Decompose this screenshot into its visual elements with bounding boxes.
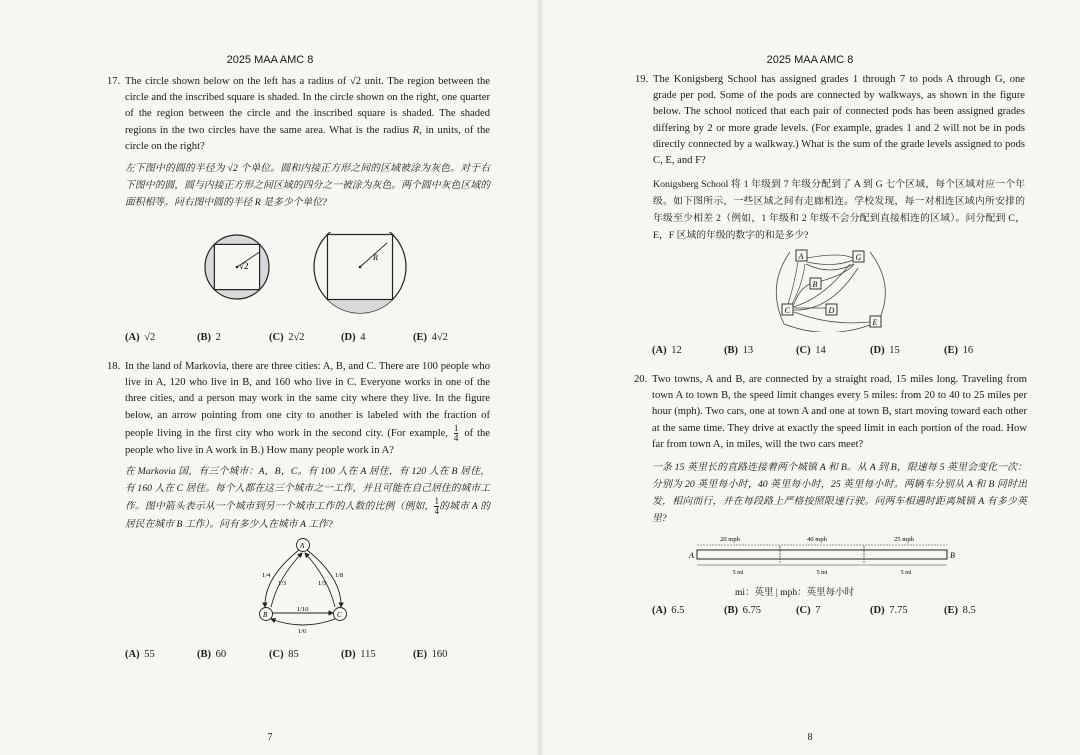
question-number: 17. <box>107 76 121 87</box>
segment-label: 5 mi <box>732 570 744 576</box>
right-radius-label: R <box>373 253 378 262</box>
page-number: 8 <box>807 732 813 743</box>
question-number: 19. <box>635 74 649 85</box>
pod-e: E <box>872 318 878 327</box>
q17-var-r: R <box>412 124 420 136</box>
pod-b: B <box>812 280 818 289</box>
town-b: B <box>950 551 955 560</box>
question-19 <box>635 72 1025 169</box>
question-number: 18. <box>107 361 121 372</box>
choice-e[interactable]: (E) 8.5 <box>944 605 976 616</box>
edge-label: 1/5 <box>318 580 327 587</box>
question-number: 20. <box>634 374 648 385</box>
page-header: 2025 MAA AMC 8 <box>226 54 314 66</box>
question-17 <box>107 74 490 155</box>
choice-a[interactable]: (A) 12 <box>652 345 682 356</box>
q19-figure <box>770 246 900 332</box>
choice-a[interactable]: (A) 6.5 <box>652 605 685 616</box>
choice-d[interactable]: (D) 15 <box>870 345 900 356</box>
q17-figure <box>195 232 415 332</box>
q17-sqrt: √2 <box>349 76 362 87</box>
choice-b[interactable]: (B) 13 <box>724 345 754 356</box>
pod-c: C <box>784 306 790 315</box>
town-a: A <box>689 551 694 560</box>
q17-text: The circle shown below on the left has a radius of <box>125 76 350 87</box>
question-19-chinese: Konigsberg School 将 1 年级到 7 年级分配到了 A 到 G 七个区域，每个区域对应一个年级。如下图所示，一些区域之间有走廊相连。学校发现，每一对相连区域内所安排的年级至少相差 2（例如，1 年级和 2 年级不会分配到直接相连的区域）。问分配到 C，E，F 区域的年级的数字的和是多少? <box>653 179 1025 241</box>
choice-c[interactable]: (C) 2√2 <box>269 332 305 343</box>
segment-label: 5 mi <box>900 570 912 576</box>
pod-g: G <box>855 253 862 262</box>
page-header: 2025 MAA AMC 8 <box>766 54 854 66</box>
node-b: B <box>263 611 268 619</box>
choice-e[interactable]: (E) 4√2 <box>413 332 448 343</box>
pod-d: D <box>828 306 835 315</box>
page-8 <box>540 0 1080 755</box>
q18-text: In the land of Markovia, there are three cities: A, B, and C. There are 100 people who live in A, 120 who live in B, and 160 who live in C. Everyone works in one of the three cities, and a person may work in the same city where they live. In the figure below, an arrow pointing from one city to another is labeled with the fraction of people living in the first city who work in the second city. (For example, <box>125 361 490 439</box>
choice-c[interactable]: (C) 14 <box>796 345 826 356</box>
choice-e[interactable]: (E) 160 <box>413 649 448 660</box>
q19-text: The Konigsberg School has assigned grades 1 through 7 to pods A through G, one grade per pod. Some of the pods are connected by walkways, as shown in the figure below. The school noticed that each pair of connected pods has been assigned grades differing by 2 or more grade levels. (For example, grades 1 and 2 will not be in pods directly connected by a walkway.) What is the sum of the grade levels assigned to pods C, E, and F? <box>653 74 1025 167</box>
choice-c[interactable]: (C) 7 <box>796 605 821 616</box>
edge-label: 1/10 <box>297 606 309 613</box>
choice-d[interactable]: (D) 115 <box>341 649 376 660</box>
right-shaded-quarter <box>328 300 393 313</box>
node-a: A <box>300 542 305 550</box>
choice-e[interactable]: (E) 16 <box>944 345 974 356</box>
question-17-chinese: 左下图中的圆的半径为 √2 个单位。圆和内接正方形之间的区域被涂为灰色。对于右下图中的圆，圆与内接正方形之间区域的四分之一被涂为灰色。两个圆中灰色区域的面积相等。问右图中圆的半径 R 是多少个单位? <box>125 163 490 208</box>
choice-c[interactable]: (C) 85 <box>269 649 299 660</box>
question-18 <box>107 359 490 459</box>
q20-text: Two towns, A and B, are connected by a straight road, 15 miles long. Traveling from town A to town B, the speed limit changes every 5 miles: from 20 to 40 to 25 miles per hour (mph). Two cars, one at town A and one at town B, start moving toward each other at the same time. They drive at exactly the speed limit in each portion of the road. How far from town A, in miles, will the two cars meet? <box>652 374 1027 450</box>
edge-label: 1/6 <box>298 628 307 635</box>
choice-b[interactable]: (B) 2 <box>197 332 221 343</box>
q18-fraction: $\frac{1}{4}$ <box>453 422 459 443</box>
choice-b[interactable]: (B) 6.75 <box>724 605 761 616</box>
q17-text: , in units, of the circle on the right? <box>125 124 490 152</box>
q20-road-figure <box>680 532 980 580</box>
page-number: 7 <box>267 732 273 743</box>
question-20 <box>634 372 1027 453</box>
q18-text-end: of the people who live in A work in B.) How many people work in A? <box>125 427 490 456</box>
speed-label: 40 mph <box>807 536 827 543</box>
pod-a: A <box>798 252 804 261</box>
choice-a[interactable]: (A) √2 <box>125 332 156 343</box>
choice-d[interactable]: (D) 7.75 <box>870 605 908 616</box>
edge-label: 1/3 <box>278 580 287 587</box>
segment-label: 5 mi <box>816 570 828 576</box>
left-radius-label: √2 <box>239 261 249 271</box>
question-20-chinese: 一条 15 英里长的直路连接着两个城镇 A 和 B。从 A 到 B，限速每 5 英里会变化一次：分别为 20 英里每小时，40 英里每小时，25 英里每小时。两辆车分别从 A 和 B 同时出发，相向而行，并在每段路上严格按照限速行驶。问两车相遇时距离城镇 A 有多少英里? <box>652 462 1027 524</box>
speed-label: 25 mph <box>894 536 914 543</box>
unit-legend: mi：英里 | mph：英里每小时 <box>735 588 855 598</box>
choice-b[interactable]: (B) 60 <box>197 649 227 660</box>
edge-label: 1/8 <box>335 572 344 579</box>
question-18-chinese: 在 Markovia 国，有三个城市：A，B，C。有 100 人在 A 居住，有 120 人在 B 居住，有 160 人在 C 居住。每个人都在这三个城市之一工作，并且可能在自己居住的城市工作。图中箭头表示从一个城市到另一个城市工作的人数的比例（例如， $\frac{1}{4}$ 的城市 A 的居民在城市 B 工作）。问有多少人在城市 A 工作? <box>125 466 490 530</box>
q18-figure <box>240 533 370 638</box>
q17-text: unit. The region between the circle and the inscribed square is shaded. In the circle shown on the right, one quarter of the region between the circle and the inscribed square is shaded. The shaded regions in the two circles have the same area. What is the radius <box>125 76 490 136</box>
node-c: C <box>337 611 342 619</box>
edge-label: 1/4 <box>262 572 271 579</box>
choice-d[interactable]: (D) 4 <box>341 332 366 343</box>
choice-a[interactable]: (A) 55 <box>125 649 155 660</box>
speed-label: 20 mph <box>720 536 740 543</box>
